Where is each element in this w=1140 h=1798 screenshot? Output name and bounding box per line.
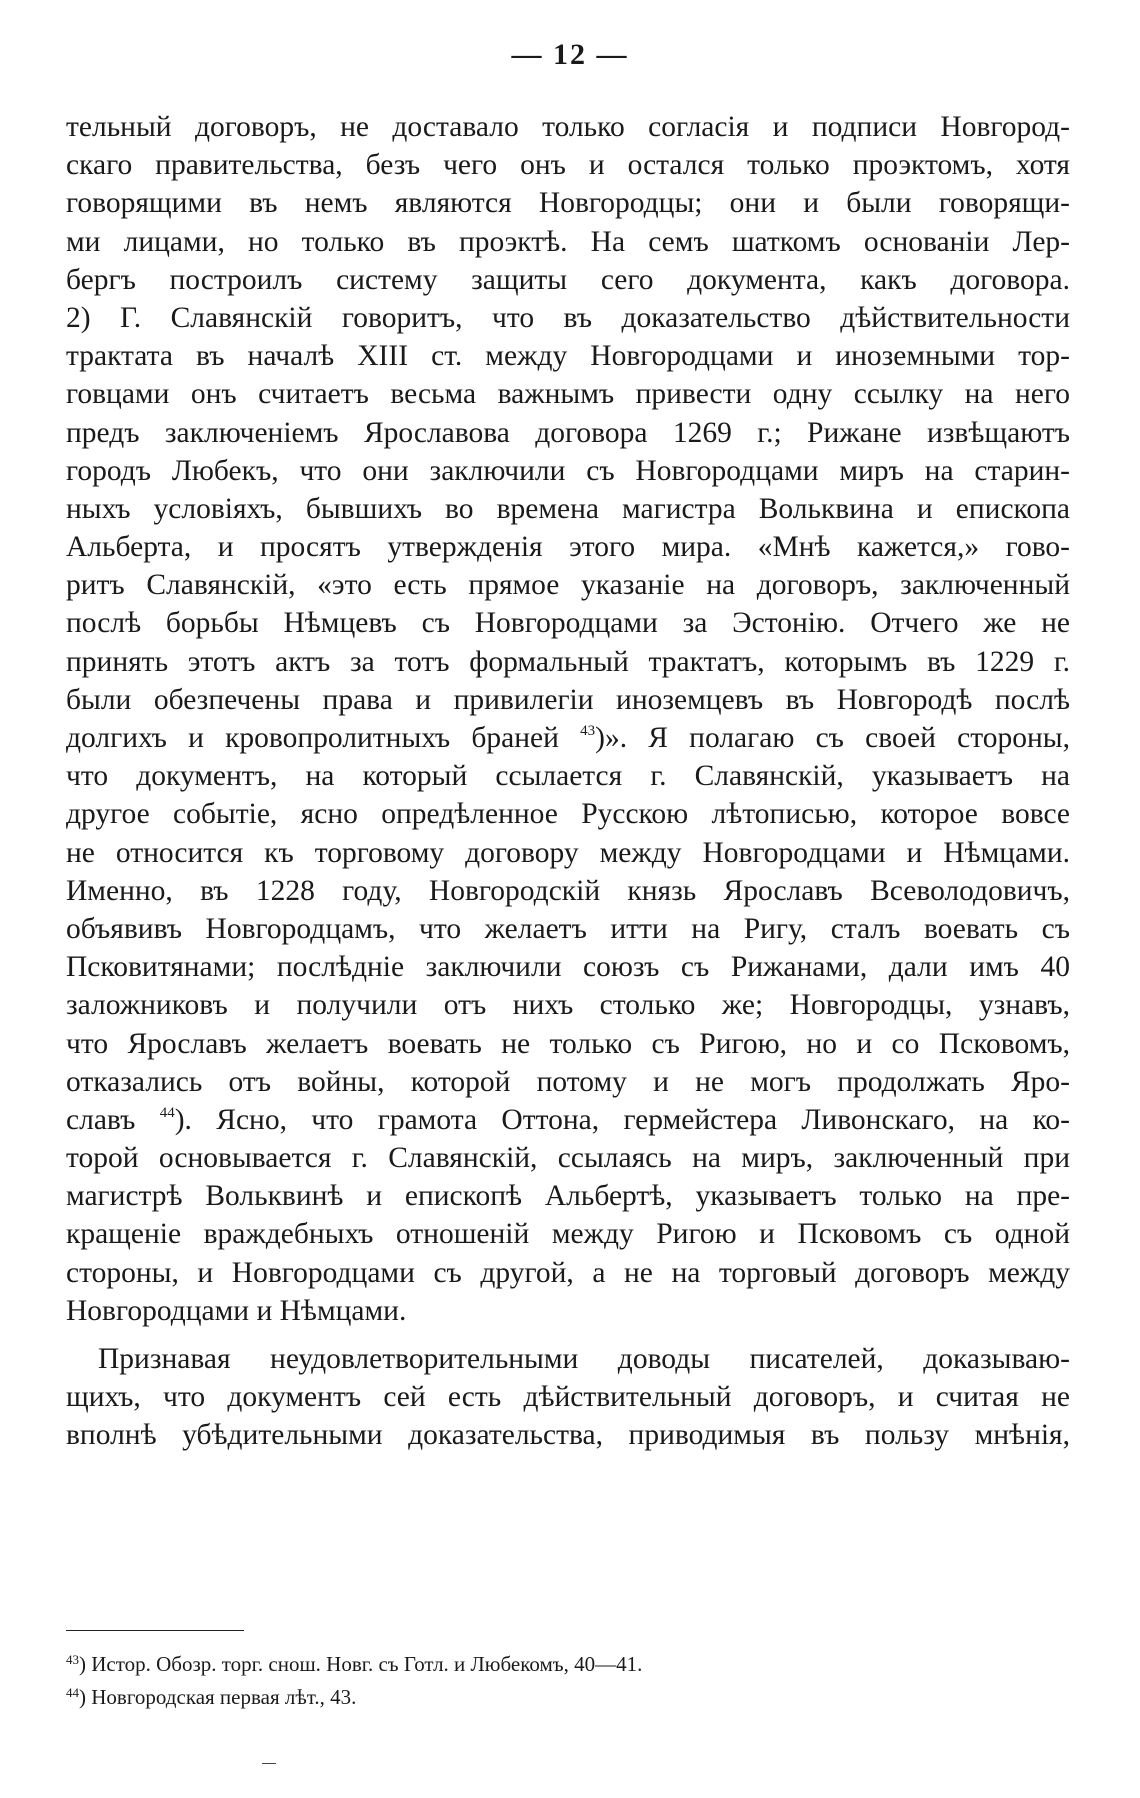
text-line: магистрѣ Вольквинѣ и епископѣ Альбертѣ, указываетъ только на пре-: [66, 1180, 1070, 1213]
text-line: трактата въ началѣ XIII ст. между Новгородцами и иноземными тор-: [66, 340, 1070, 373]
text-fragment: ). Ясно, что грамота Оттона, гермейстера Ливонскаго, на ко-: [174, 1103, 1071, 1136]
text-line: торой основывается г. Славянскій, ссылаясь на миръ, заключенный при: [66, 1142, 1070, 1175]
text-line: щихъ, что документъ сей есть дѣйствительный договоръ, и считая не: [66, 1381, 1070, 1414]
footnote-number: 43: [66, 1652, 79, 1667]
footnote-number: 44: [66, 1685, 79, 1700]
text-line: не относится къ торговому договору между Новгородцами и Нѣмцами.: [66, 836, 1070, 869]
text-line-with-footnote-ref: [66, 1101, 1070, 1139]
footnote: [66, 1676, 1070, 1709]
text-line: Новгородцами и Нѣмцами.: [66, 1294, 407, 1327]
text-line: Признавая неудовлетворительными доводы писателей, доказываю-: [98, 1343, 1070, 1375]
footnote-text: ) Истор. Обозр. торг. снош. Новг. съ Готл. и Любекомъ, 40—41.: [79, 1652, 643, 1676]
text-line: ритъ Славянскій, «это есть прямое указаніе на договоръ, заключенный: [66, 569, 1070, 602]
text-line: стороны, и Новгородцами съ другой, а не на торговый договоръ между: [66, 1256, 1070, 1289]
text-line-with-footnote-ref: [66, 719, 1070, 757]
text-line: говорящими въ немъ являются Новгородцы; они и были говорящи-: [66, 187, 1070, 220]
paragraph-gap: [66, 1330, 1070, 1340]
footnote: [66, 1643, 1070, 1676]
text-line: что документъ, на который ссылается г. Славянскій, указываетъ на: [66, 760, 1070, 793]
text-line: заложниковъ и получили отъ нихъ столько же; Новгородцы, узнавъ,: [66, 989, 1070, 1022]
text-line: вполнѣ убѣдительными доказательства, приводимыя въ пользу мнѣнія,: [66, 1419, 1070, 1452]
text-fragment: )». Я полагаю съ своей стороны,: [595, 722, 1071, 754]
footnote-text: ) Новгородская первая лѣт., 43.: [79, 1685, 357, 1709]
text-line: что Ярославъ желаетъ воевать не только съ Ригою, но и со Псковомъ,: [66, 1027, 1070, 1060]
text-line: городъ Любекъ, что они заключили съ Новгородцами миръ на старин-: [66, 454, 1070, 487]
text-line: говцами онъ считаетъ весьма важнымъ привести одну ссылку на него: [66, 378, 1070, 411]
text-line: послѣ борьбы Нѣмцевъ съ Новгородцами за Эстонію. Отчего же не: [66, 607, 1070, 640]
text-line: объявивъ Новгородцамъ, что желаетъ итти на Ригу, сталъ воевать съ: [66, 912, 1070, 945]
text-line: кращеніе враждебныхъ отношеній между Ригою и Псковомъ съ одной: [66, 1218, 1070, 1251]
text-line: были обезпечены права и привилегіи иноземцевъ въ Новгородѣ послѣ: [66, 683, 1070, 716]
text-fragment: долгихъ и кровопролитныхъ браней: [66, 722, 559, 754]
text-line: скаго правительства, безъ чего онъ и остался только проэктомъ, хотя: [66, 149, 1070, 182]
text-line: Псковитянами; послѣдніе заключили союзъ съ Рижанами, дали имъ 40: [66, 951, 1070, 984]
body-text: [66, 108, 1070, 1455]
page-number: — 12 —: [511, 38, 629, 71]
text-line: бергъ построилъ систему защиты сего документа, какъ договора.: [66, 263, 1070, 296]
footnote-ref-44: 44: [159, 1104, 175, 1121]
text-line: тельный договоръ, не доставало только согласія и подписи Новгород-: [66, 111, 1070, 143]
text-line: Именно, въ 1228 году, Новгородскій князь Ярославъ Всеволодовичъ,: [66, 874, 1070, 907]
text-line: другое событіе, ясно опредѣленное Русскою лѣтописью, которое вовсе: [66, 798, 1070, 831]
text-line: 2) Г. Славянскій говоритъ, что въ доказательство дѣйствительности: [66, 301, 1070, 334]
text-line: ми лицами, но только въ проэктѣ. На семъ шаткомъ основаніи Лер-: [66, 225, 1070, 258]
footnotes: [66, 1643, 1070, 1709]
footnote-divider: [66, 1630, 244, 1631]
text-fragment: славъ: [66, 1103, 136, 1136]
text-line: ныхъ условіяхъ, бывшихъ во времена магистра Вольквина и епископа: [66, 492, 1070, 525]
footnote-ref-43: 43: [580, 723, 596, 739]
text-line: Альберта, и просятъ утвержденія этого мира. «Мнѣ кажется,» гово-: [66, 531, 1070, 564]
printer-mark: [262, 1763, 276, 1764]
text-line: отказались отъ войны, которой потому и не могъ продолжать Яро-: [66, 1065, 1070, 1098]
text-line: принять этотъ актъ за тотъ формальный трактатъ, которымъ въ 1229 г.: [66, 645, 1070, 678]
text-line: предъ заключеніемъ Ярославова договора 1269 г.; Рижане извѣщаютъ: [66, 416, 1070, 449]
